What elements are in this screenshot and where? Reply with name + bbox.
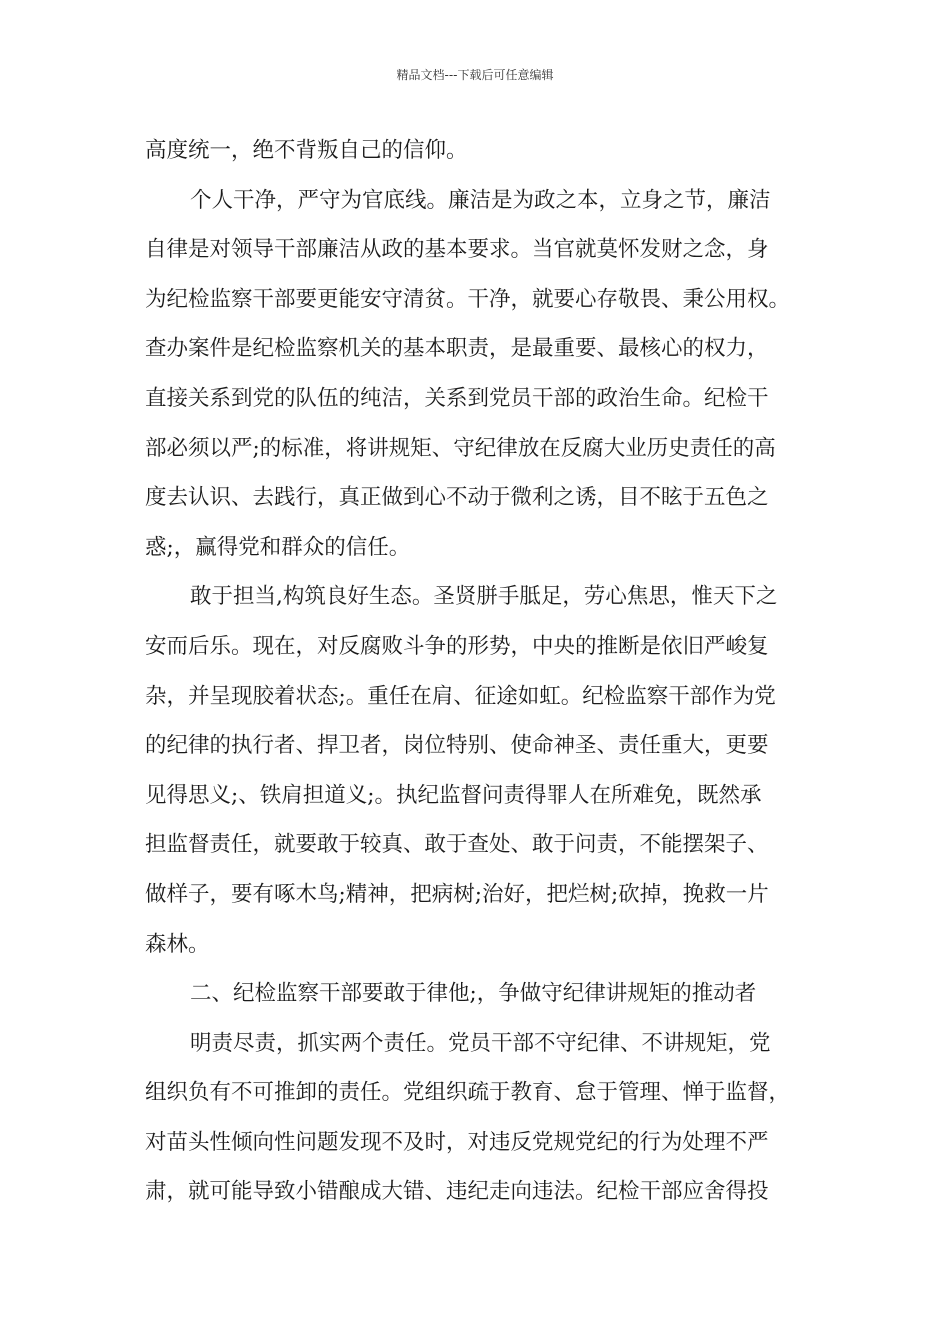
- paragraph-start-line: 明责尽责，抓实两个责任。党员干部不守纪律、不讲规矩，党: [190, 1030, 771, 1056]
- text-line: 度去认识、去践行，真正做到心不动于微利之诱，目不眩于五色之: [145, 485, 769, 511]
- text-line: 惑;，赢得党和群众的信任。: [145, 534, 411, 560]
- text-line: 高度统一，绝不背叛自己的信仰。: [145, 138, 468, 163]
- text-line: 组织负有不可推卸的责任。党组织疏于教育、怠于管理、惮于监督，: [145, 1080, 791, 1106]
- text-line: 肃，就可能导致小错酿成大错、违纪走向违法。纪检干部应舍得投: [145, 1179, 769, 1205]
- text-line: 的纪律的执行者、捍卫者，岗位特别、使命神圣、责任重大，更要: [145, 733, 769, 759]
- text-line: 杂，并呈现胶着状态;。重任在肩、征途如虹。纪检监察干部作为党: [145, 683, 776, 709]
- paragraph-start-line: 个人干净，严守为官底线。廉洁是为政之本，立身之节，廉洁: [190, 187, 771, 213]
- text-line: 对苗头性倾向性问题发现不及时，对违反党规党纪的行为处理不严: [145, 1129, 769, 1155]
- section-heading: 二、纪检监察干部要敢于律他;，争做守纪律讲规矩的推动者: [190, 981, 757, 1007]
- text-line: 安而后乐。现在，对反腐败斗争的形势，中央的推断是依旧严峻复: [145, 633, 769, 659]
- page-header: 精品文档---下载后可任意编辑: [396, 68, 554, 82]
- text-line: 部必须以严;的标准，将讲规矩、守纪律放在反腐大业历史责任的高: [145, 435, 776, 461]
- text-line: 查办案件是纪检监察机关的基本职责，是最重要、最核心的权力，: [145, 336, 769, 362]
- text-line: 自律是对领导干部廉洁从政的基本要求。当官就莫怀发财之念，身: [145, 237, 769, 263]
- text-line: 直接关系到党的队伍的纯洁，关系到党员干部的政治生命。纪检干: [145, 385, 769, 411]
- document-body: [145, 133, 810, 1224]
- text-line: 见得思义;、铁肩担道义;。执纪监督问责得罪人在所难免，既然承: [145, 782, 762, 808]
- text-line: 担监督责任，就要敢于较真、敢于查处、敢于问责，不能摆架子、: [145, 832, 769, 858]
- text-line: 做样子，要有啄木鸟;精神，把病树;治好，把烂树;砍掉，挽救一片: [145, 881, 769, 907]
- paragraph-start-line: 敢于担当,构筑良好生态。圣贤胼手胝足，劳心焦思，惟天下之: [190, 584, 778, 610]
- text-line: 森林。: [145, 931, 210, 957]
- text-line: 为纪检监察干部要更能安守清贫。干净，就要心存敬畏、秉公用权。: [145, 286, 791, 312]
